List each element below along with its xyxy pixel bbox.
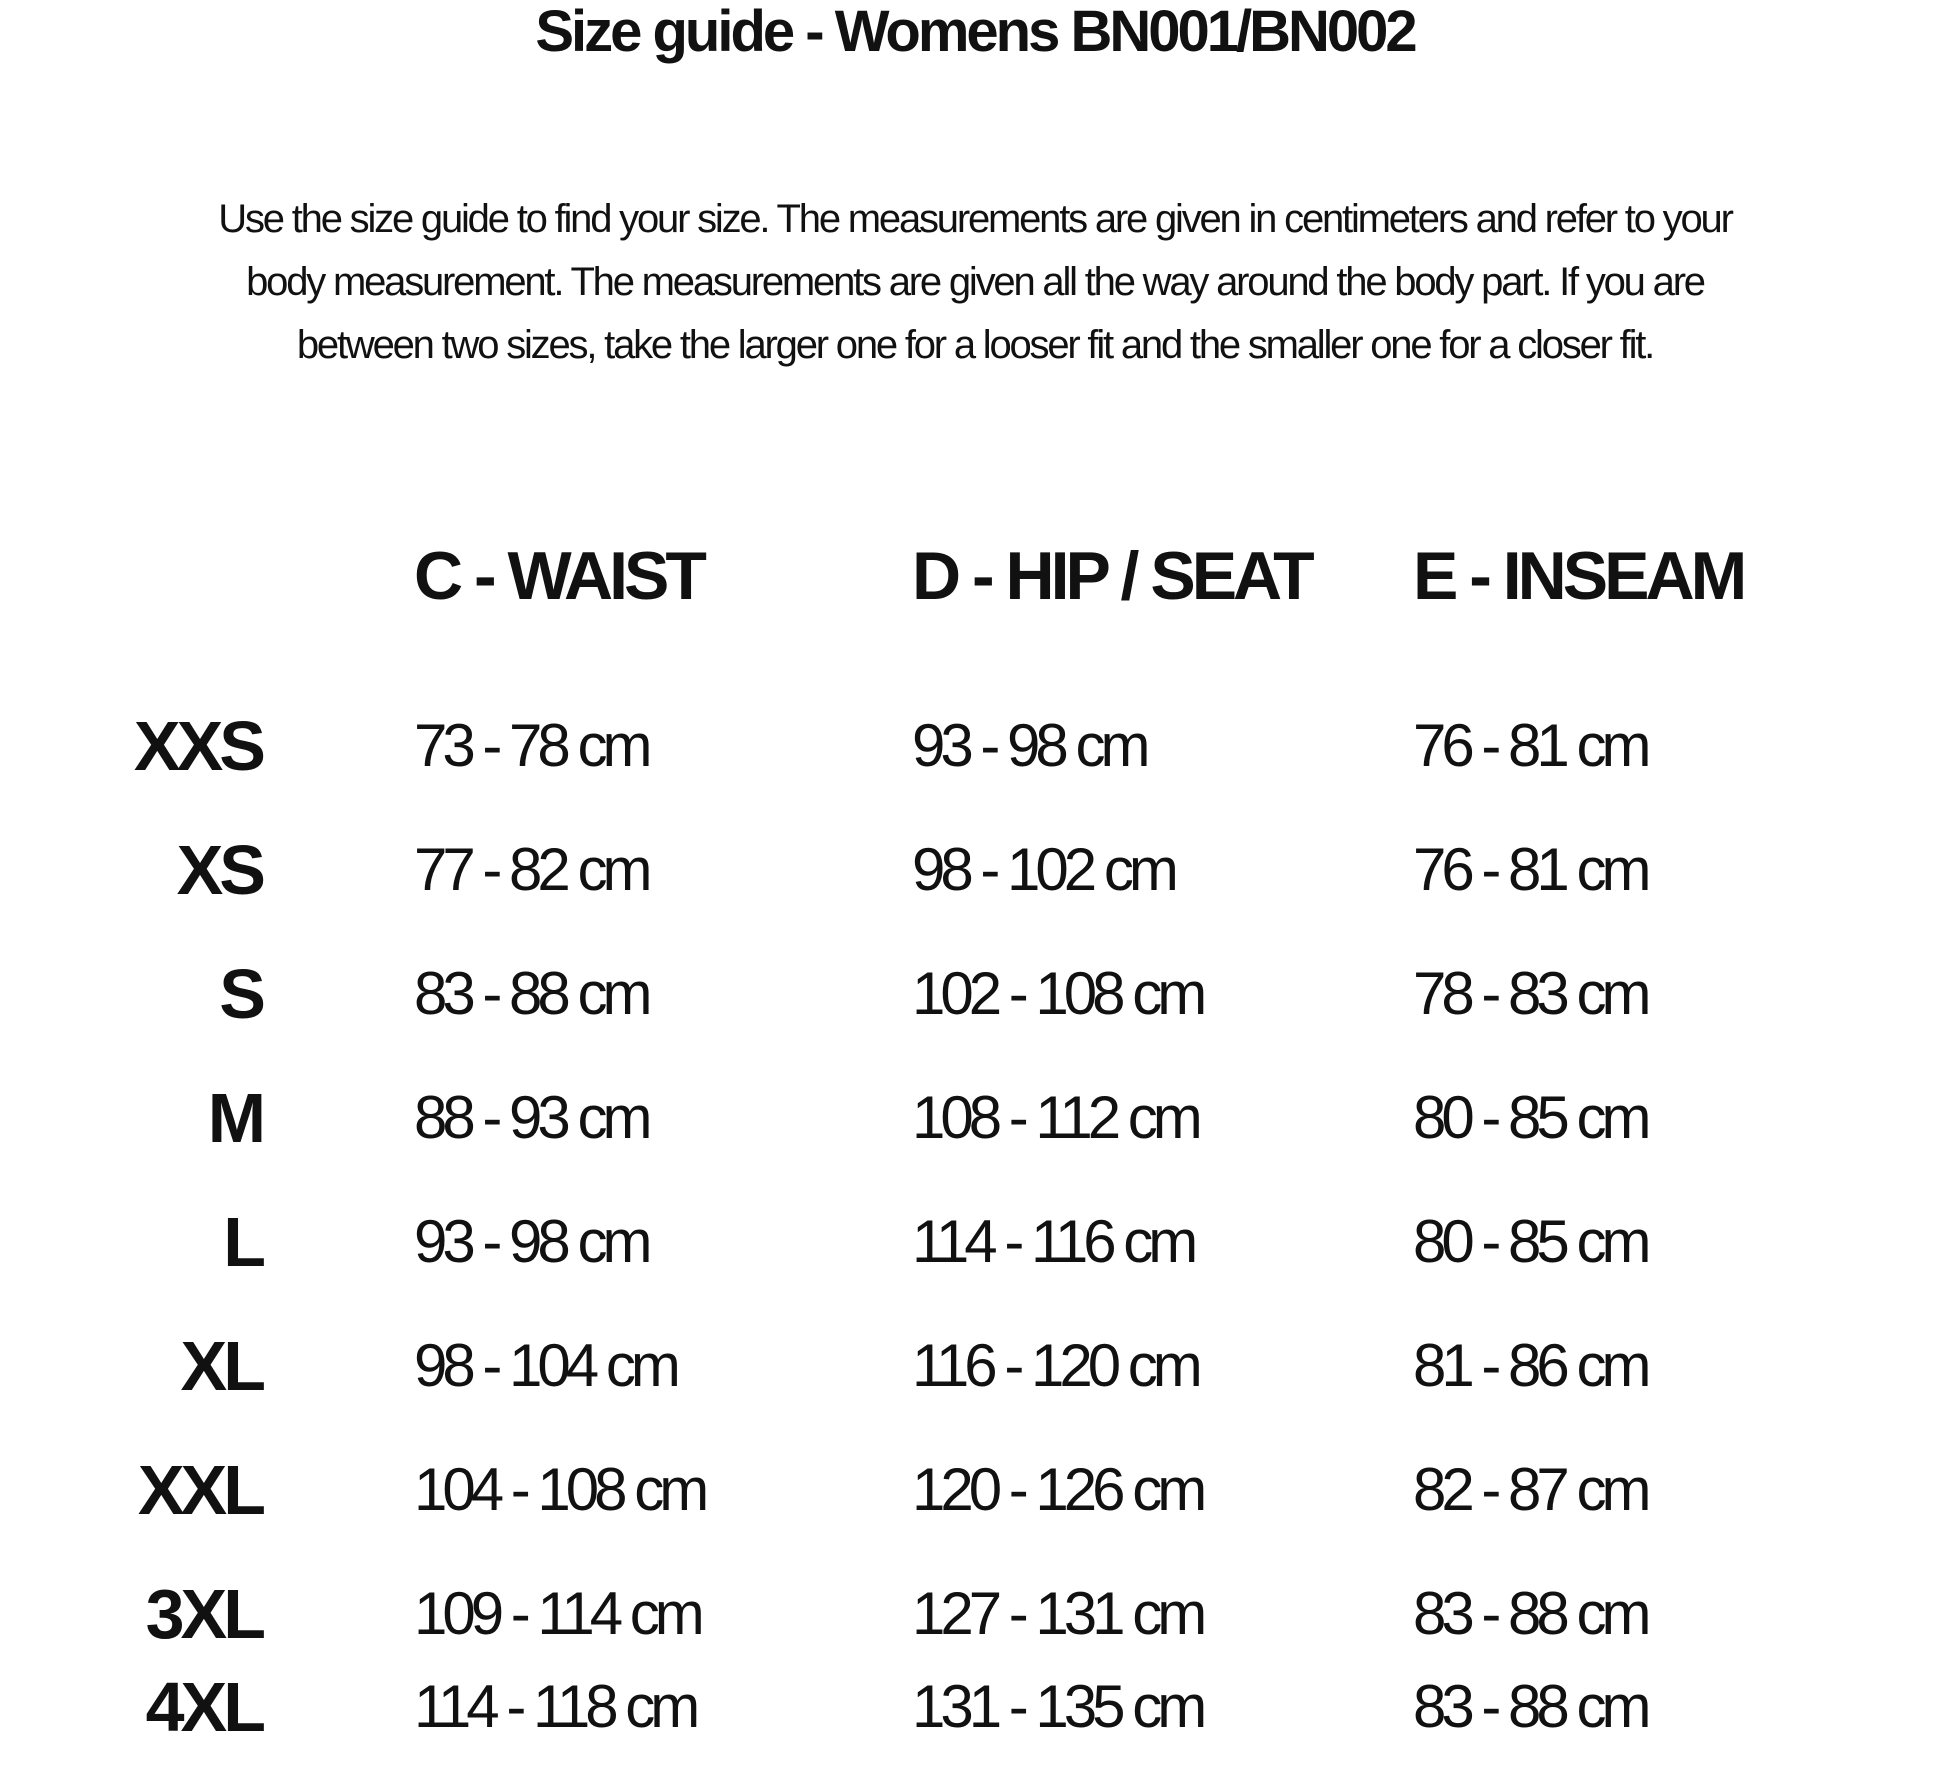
size-label: 3XL [145,1575,262,1653]
hip-value: 127 - 131 cm [912,1580,1203,1647]
inseam-value: 76 - 81 cm [1413,836,1647,903]
intro-line: Use the size guide to find your size. The measurements are given in centimeters and refer to your [218,197,1732,241]
inseam-value: 78 - 83 cm [1413,960,1647,1027]
intro-paragraph [0,188,1950,377]
waist-value: 114 - 118 cm [414,1673,696,1740]
inseam-value: 80 - 85 cm [1413,1084,1647,1151]
inseam-value: 83 - 88 cm [1413,1580,1647,1647]
inseam-value: 80 - 85 cm [1413,1208,1647,1275]
waist-value: 109 - 114 cm [414,1580,700,1647]
hip-value: 120 - 126 cm [912,1456,1203,1523]
table-row [0,1056,1950,1180]
inseam-value: 76 - 81 cm [1413,712,1647,779]
size-label: 4XL [145,1668,262,1746]
column-header-hip-seat: D - HIP / SEAT [912,538,1311,614]
size-label: L [223,1203,262,1281]
table-row [0,1645,1950,1769]
size-label: XL [180,1327,262,1405]
hip-value: 114 - 116 cm [912,1208,1194,1275]
hip-value: 108 - 112 cm [912,1084,1198,1151]
inseam-value: 83 - 88 cm [1413,1673,1647,1740]
hip-value: 98 - 102 cm [912,836,1174,903]
inseam-value: 82 - 87 cm [1413,1456,1647,1523]
size-label: M [207,1079,262,1157]
waist-value: 88 - 93 cm [414,1084,648,1151]
table-row [0,1180,1950,1304]
waist-value: 93 - 98 cm [414,1208,648,1275]
table-row [0,1428,1950,1552]
hip-value: 102 - 108 cm [912,960,1203,1027]
table-row [0,1304,1950,1428]
inseam-value: 81 - 86 cm [1413,1332,1647,1399]
table-row [0,684,1950,808]
waist-value: 98 - 104 cm [414,1332,676,1399]
hip-value: 131 - 135 cm [912,1673,1203,1740]
intro-line: body measurement. The measurements are given all the way around the body part. If you are [246,260,1704,304]
intro-line: between two sizes, take the larger one for a looser fit and the smaller one for a closer fit. [296,323,1654,367]
waist-value: 73 - 78 cm [414,712,648,779]
column-header-inseam: E - INSEAM [1413,538,1744,614]
page-title: Size guide - Womens BN001/BN002 [535,0,1415,64]
hip-value: 93 - 98 cm [912,712,1146,779]
table-row [0,808,1950,932]
waist-value: 77 - 82 cm [414,836,648,903]
column-header-waist: C - WAIST [414,538,703,614]
waist-value: 104 - 108 cm [414,1456,705,1523]
table-row [0,932,1950,1056]
hip-value: 116 - 120 cm [912,1332,1198,1399]
waist-value: 83 - 88 cm [414,960,648,1027]
size-label: S [219,955,262,1033]
size-label: XXS [133,707,262,785]
size-label: XS [176,831,262,909]
size-label: XXL [137,1451,262,1529]
